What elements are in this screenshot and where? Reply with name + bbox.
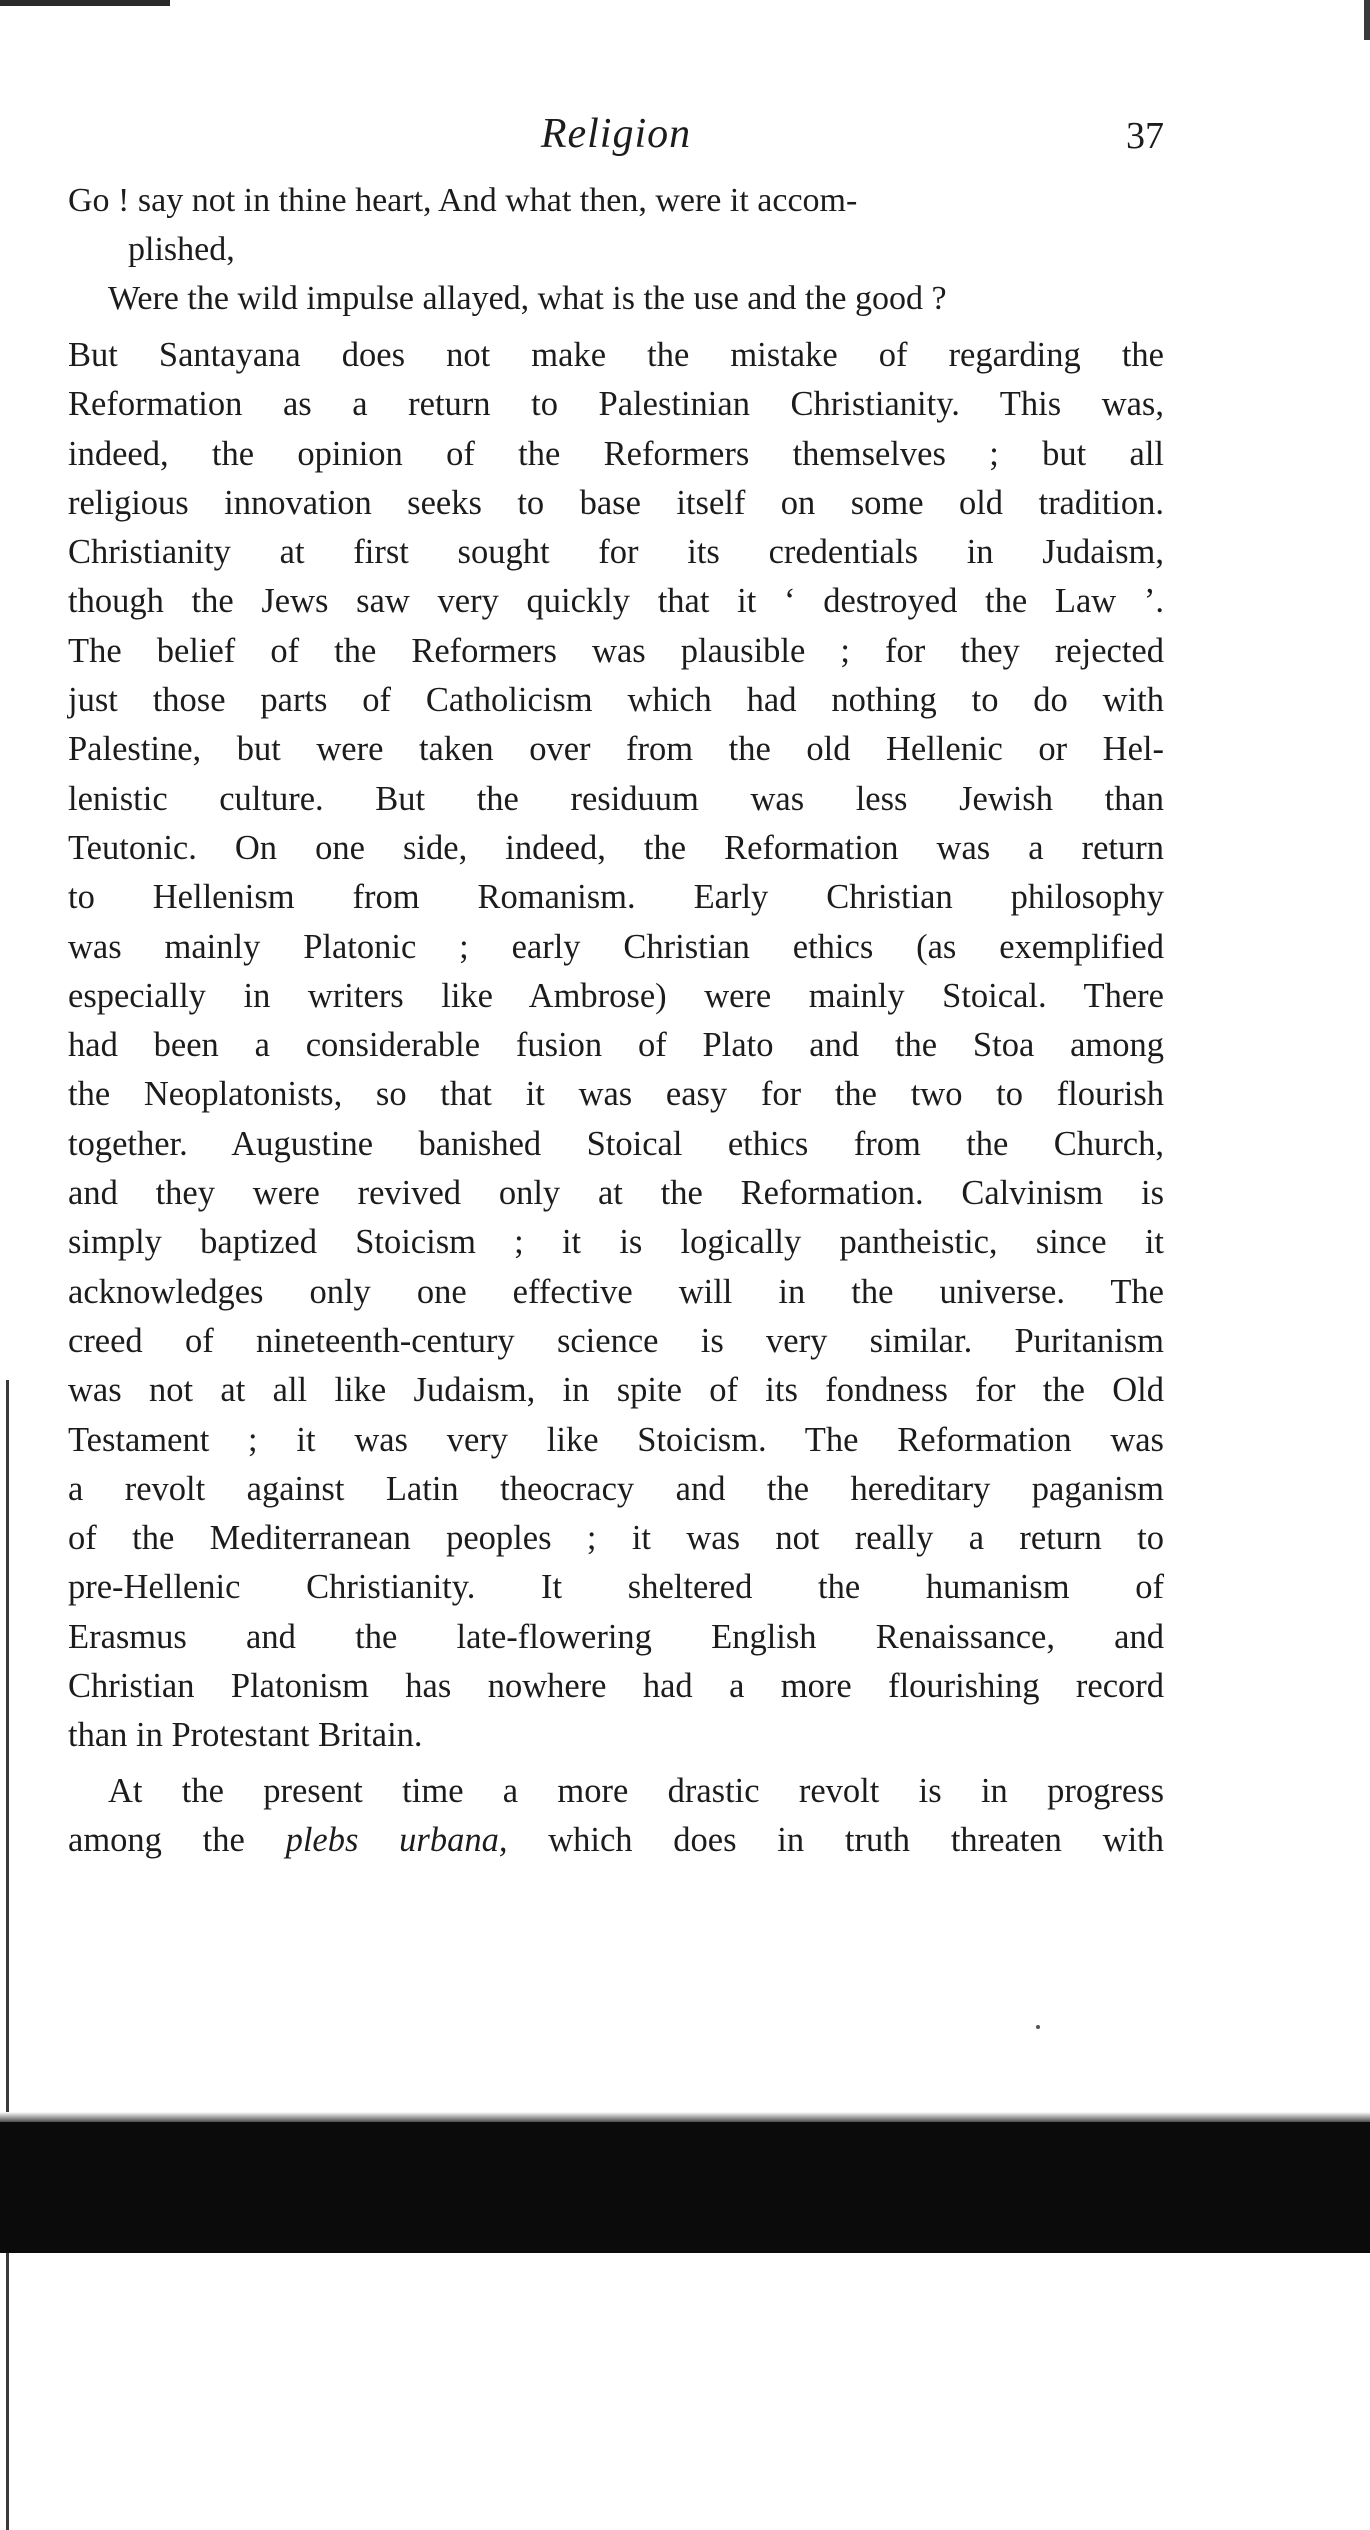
verse-line: Go ! say not in thine heart, And what then, were it accom- — [68, 182, 858, 219]
text-line: pre-Hellenic Christianity. It sheltered the humanism of — [68, 1568, 1164, 1607]
verse-quotation — [68, 176, 1164, 323]
text-run: which does in truth threaten with — [507, 1820, 1165, 1859]
text-line: a revolt against Latin theocracy and the hereditary paganism — [68, 1469, 1164, 1508]
text-line: Reformation as a return to Palestinian Christianity. This was, — [68, 385, 1164, 424]
text-line: than in Protestant Britain. — [68, 1716, 423, 1755]
text-line: At the present time a more drastic revolt is in progress — [108, 1771, 1164, 1810]
book-page — [68, 110, 1164, 1865]
paragraph — [68, 1767, 1164, 1866]
scan-border-right — [1364, 0, 1370, 40]
text-line: and they were revived only at the Reformation. Calvinism is — [68, 1174, 1164, 1213]
text-line: together. Augustine banished Stoical ethics from the Church, — [68, 1124, 1164, 1163]
scan-border-bottom — [0, 2122, 1370, 2253]
italic-phrase: plebs urbana, — [285, 1820, 508, 1859]
text-line: was mainly Platonic ; early Christian ethics (as exemplified — [68, 927, 1164, 966]
text-line: Christianity at first sought for its credentials in Judaism, — [68, 533, 1164, 572]
text-line: of the Mediterranean peoples ; it was not really a return to — [68, 1519, 1164, 1558]
verse-line-continuation: plished, — [128, 231, 235, 268]
text-line: Palestine, but were taken over from the old Hellenic or Hel- — [68, 730, 1164, 769]
paragraph — [68, 331, 1164, 1761]
text-line: Erasmus and the late-flowering English Renaissance, and — [68, 1617, 1164, 1656]
running-head — [68, 110, 1164, 170]
text-line: was not at all like Judaism, in spite of its fondness for the Old — [68, 1371, 1164, 1410]
text-line: acknowledges only one effective will in the universe. The — [68, 1272, 1164, 1311]
text-line: Testament ; it was very like Stoicism. The Reformation was — [68, 1420, 1164, 1459]
page-number: 37 — [1126, 115, 1164, 157]
verse-line: Were the wild impulse allayed, what is the use and the good ? — [108, 280, 947, 317]
text-line: religious innovation seeks to base itself on some old tradition. — [68, 483, 1164, 522]
text-run: among the — [68, 1820, 286, 1859]
text-line: lenistic culture. But the residuum was less Jewish than — [68, 779, 1164, 818]
text-line: the Neoplatonists, so that it was easy for the two to flourish — [68, 1075, 1164, 1114]
scan-margin-line — [6, 1380, 9, 2530]
text-line: But Santayana does not make the mistake of regarding the — [68, 336, 1164, 374]
scan-speck — [1036, 2025, 1040, 2029]
text-line: simply baptized Stoicism ; it is logically pantheistic, since it — [68, 1223, 1164, 1262]
text-line: especially in writers like Ambrose) were mainly Stoical. There — [68, 976, 1164, 1015]
text-line: Christian Platonism has nowhere had a more flourishing record — [68, 1667, 1164, 1706]
scan-border-top — [0, 0, 170, 6]
running-title: Religion — [540, 111, 692, 157]
text-line: just those parts of Catholicism which had nothing to do with — [68, 681, 1164, 720]
text-line: had been a considerable fusion of Plato and the Stoa among — [68, 1026, 1164, 1065]
text-line: though the Jews saw very quickly that it ‘ destroyed the Law ’. — [68, 582, 1164, 621]
text-line: Teutonic. On one side, indeed, the Reformation was a return — [68, 828, 1164, 867]
text-line: creed of nineteenth-century science is very similar. Puritanism — [68, 1321, 1164, 1360]
text-line: The belief of the Reformers was plausible ; for they rejected — [68, 631, 1164, 670]
text-line: to Hellenism from Romanism. Early Christian philosophy — [68, 878, 1164, 917]
text-line: indeed, the opinion of the Reformers themselves ; but all — [68, 434, 1164, 473]
text-line — [68, 1816, 1164, 1865]
